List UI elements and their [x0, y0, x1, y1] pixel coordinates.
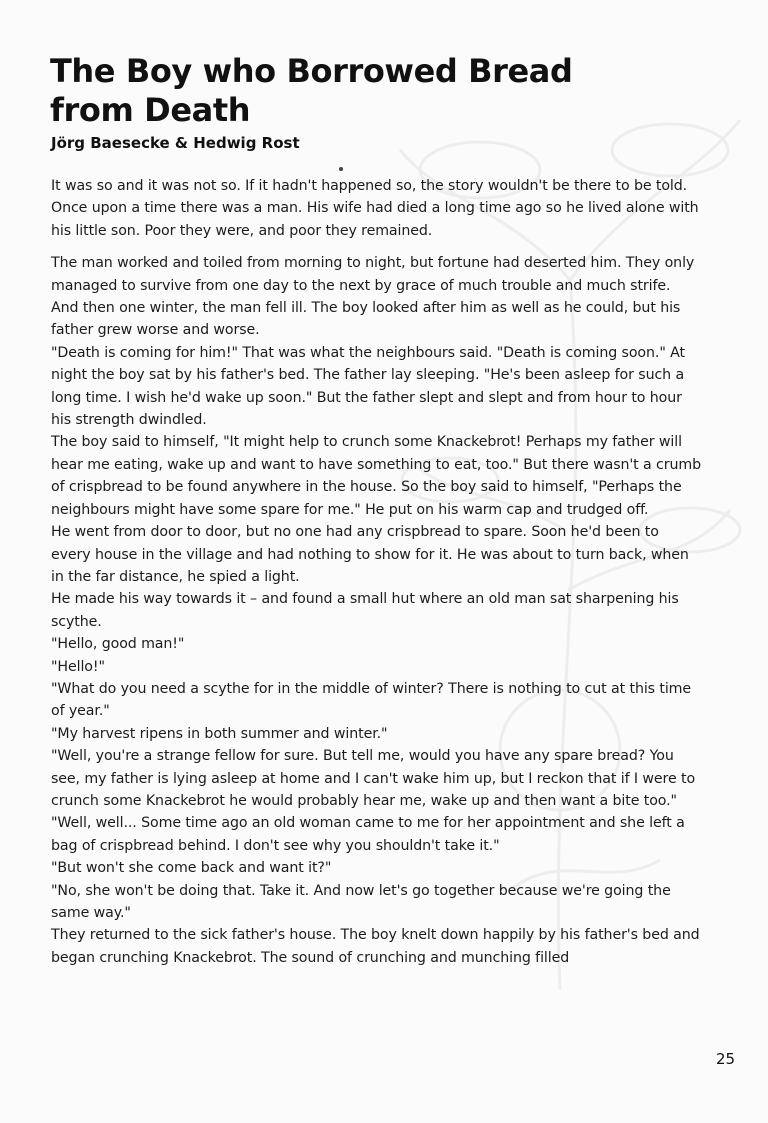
paragraph: Once upon a time there was a man. His wife had died a long time ago so he lived alone with his little son. Poor they were, and poor they remained.: [51, 200, 699, 239]
paragraph: The man worked and toiled from morning to night, but fortune had deserted him. They only managed to survive from one day to the next by grace of much trouble and much strife. And then one winter, the man fell ill. The boy looked after him as well as he could, but his father grew worse and worse.: [51, 255, 695, 339]
paragraph: "No, she won't be doing that. Take it. And now let's go together because we're going the same way.": [51, 882, 671, 921]
paragraph: "What do you need a scythe for in the middle of winter? There is nothing to cut at this time of year.": [51, 680, 692, 720]
decorative-dot: [339, 167, 343, 171]
paragraph: He made his way towards it – and found a small hut where an old man sat sharpening his scythe.: [51, 591, 679, 630]
paragraph: It was so and it was not so. If it hadn't happened so, the story wouldn't be there to be told.: [51, 178, 688, 194]
paragraph: "Well, you're a strange fellow for sure. But tell me, would you have any spare bread? You see, my father is lying asleep at home and I can't wake him up, but I reckon that if I were to crunch some Knackebrot he would probably hear me, wake up and then want a bite too.": [51, 748, 696, 809]
story-authors: Jörg Baesecke & Hedwig Rost: [51, 134, 300, 152]
paragraph: "Well, well... Some time ago an old woman came to me for her appointment and she left a bag of crispbread behind. I don't see why you shouldn't take it.": [51, 815, 685, 854]
page-number: 25: [716, 1050, 736, 1068]
paragraph: "But won't she come back and want it?": [51, 860, 332, 877]
paragraph: "Hello!": [51, 658, 105, 675]
story-body: [51, 175, 701, 969]
paragraph: He went from door to door, but no one had any crispbread to spare. Soon he'd been to every house in the village and had nothing to show for it. He was about to turn back, when in the far distance, he spied a light.: [51, 524, 689, 585]
paragraph: The boy said to himself, "It might help to crunch some Knackebrot! Perhaps my father will hear me eating, wake up and want to have something to eat, too." But there wasn't a crumb of crispbread to be found anywhere in the house. So the boy said to himself, "Perhaps the neighbours might have some spare for me." He put on his warm cap and trudged off.: [51, 434, 702, 518]
paragraph: They returned to the sick father's house. The boy knelt down happily by his father's bed and began crunching Knackebrot. The sound of crunching and munching filled: [51, 927, 700, 966]
paragraph: "Hello, good man!": [51, 636, 185, 653]
paragraph: "Death is coming for him!" That was what the neighbours said. "Death is coming soon." At night the boy sat by his father's bed. The father lay sleeping. "He's been asleep for such a long time. I wish he'd wake up soon." But the father slept and slept and from hour to hour his strength dwindled.: [51, 344, 685, 429]
paragraph: "My harvest ripens in both summer and winter.": [51, 725, 388, 742]
story-title: The Boy who Borrowed Bread from Death: [50, 52, 573, 129]
